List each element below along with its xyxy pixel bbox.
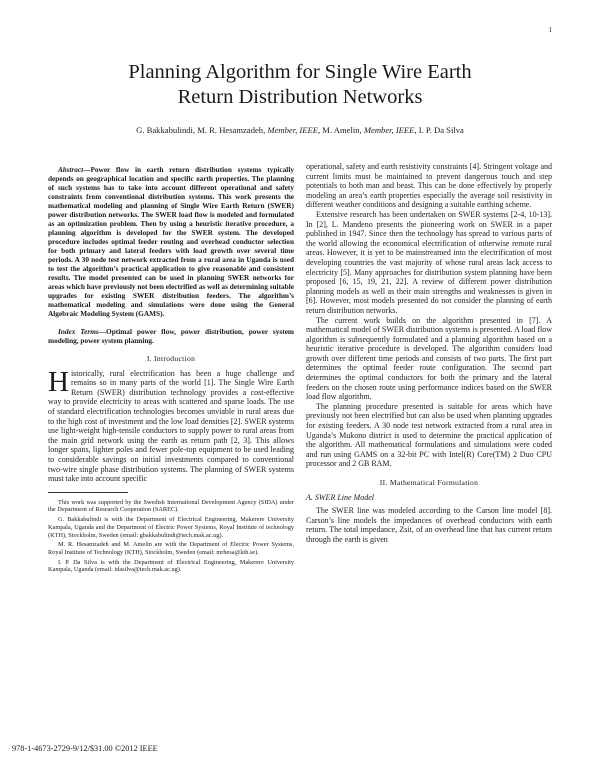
right-column — [306, 162, 552, 545]
subsection-heading-swer-line: A. SWER Line Model — [306, 492, 374, 502]
index-terms-label: Index Terms — [58, 327, 99, 336]
paragraph-prior-research: Extensive research has been undertaken on SWER systems [2-4, 10-13]. In [2], L. Mandeno presents the pioneering work on SWER in a paper published in 1947. Since then the technology has spread to various parts of the world allowing the economical electrification of otherwise remote rural areas. However, it is yet to be mainstreamed into the electrification of most developing countries the vast majority of whose rural areas lack access to electricity [5]. Many approaches for distribution system planning have been proposed [6, 15, 19, 21, 22]. A review of different power distribution planning models as well as their main strengths and weaknesses is given in [6]. However, most models presented do not consider the planning of earth return distribution networks. — [306, 209, 552, 315]
intro-paragraph — [48, 365, 294, 484]
footnote-divider — [48, 492, 128, 493]
footnote-funding: This work was supported by the Swedish International Development Agency (SIDA) under the Department of Research Cooperation (SAREC). — [48, 498, 294, 514]
left-column — [48, 165, 294, 576]
title-line-1: Planning Algorithm for Single Wire Earth — [128, 61, 472, 83]
footnote-author-2-3: M. R. Hesamzadeh and M. Amelin are with the Department of Electric Power Systems, Royal Institute of Technology (KTH), Stockholm, Sweden (email: mrhesa@kth.se). — [48, 541, 294, 556]
section-heading-introduction: I. Introduction — [146, 354, 196, 363]
author-1-role: Member, IEEE — [267, 125, 318, 135]
paragraph-current-work: The current work builds on the algorithm presented in [7]. A mathematical model of SWER distribution systems is presented. A load flow algorithm is subsequently formulated and a planning algorithm based on a heuristic iterative procedure is developed. The algorithm considers load growth over different time periods and consists of two parts. The first part determines the optimal feeder route configuration. The second part determines the optimal conductors for both the primary and the lateral feeders on the chosen route using performance indices based on the SWER load flow algorithm. — [306, 315, 552, 402]
paper-title — [40, 60, 560, 110]
isbn-footer: 978-1-4673-2729-9/12/$31.00 ©2012 IEEE — [12, 744, 158, 753]
footnote-author-1: G. Bakkabulindi is with the Department of Electrical Engineering, Makerere University Kampala, Uganda and the Department of Electric Power Systems, Royal Institute of technology (KTH), Stockholm, Sweden (email: gbakkabulindi@tech.mak.ac.ug). — [48, 516, 294, 539]
index-terms-text: —Optimal power flow, power distribution, power system modeling, power system planning. — [48, 327, 295, 345]
title-line-2: Return Distribution Networks — [177, 86, 423, 108]
index-terms — [48, 327, 294, 345]
author-2-role: Member, IEEE — [363, 125, 415, 135]
drop-cap: H — [48, 365, 69, 398]
author-3: , I. P. Da Silva — [414, 125, 464, 135]
abstract — [48, 165, 294, 318]
intro-paragraph-text: istorically, rural electrification has been a huge challenge and remains so in many parts of the world [1]. The Single Wire Earth Return (SWER) distribution technology provides a cost-effective way to provide electricity to areas with scattered and sparse loads. The use of standard electrification technologies becomes unviable in rural areas due to the high cost of investment and the low load densities [2]. SWER systems use light-weight high-tensile conductors to supply power to rural areas from the main grid network using the earth as return path [2, 3]. This allows longer spans, lighter poles and fewer pole-top equipment to be used leading to considerable savings on initial investments compared to conventional two-wire single phase distribution systems. The planning of SWER systems must take into account specific — [48, 368, 294, 484]
author-2: , M. Amelin, — [318, 125, 362, 135]
section-heading-formulation: II. Mathematical Formulation — [379, 478, 479, 487]
paragraph-constraints: operational, safety and earth resistivity constraints [4]. Stringent voltage and current limits must be maintained to prevent dangerous touch and step potentials to both man and beast. This can be done effectively by properly modeling an area’s earth properties especially the average soil resistivity in different weather conditions and designing a suitable earthing scheme. — [306, 162, 552, 210]
author-list — [40, 125, 560, 135]
footnote-author-4: I. P. Da Silva is with the Department of Electrical Engineering, Makerere University Kampala, Uganda (email: idasilva@tech.mak.ac.ug). — [48, 558, 294, 574]
abstract-label: Abstract — [58, 165, 84, 174]
page-number: 1 — [548, 26, 552, 34]
paragraph-planning-procedure: The planning procedure presented is suitable for areas which have previously not been electrified but can also be used when planning upgrades for existing feeders. A 30 node test network extracted from a rural area in Uganda’s Mukono district is used to determine the practical application of the algorithm. All mathematical formulations and simulations were coded and run using GAMS on a 32-bit PC with Intel(R) Core(TM) 2 Duo CPU processor and 2 GB RAM. — [306, 401, 552, 469]
paragraph-line-model: The SWER line was modeled according to the Carson line model [8]. Carson’s line models the impedances of overhead conductors with earth return. The total impedance, Zsit, of an overhead line that has current return through the earth is given — [306, 506, 552, 544]
author-1: G. Bakkabulindi, M. R. Hesamzadeh, — [136, 125, 266, 135]
abstract-text: —Power flow in earth return distribution systems typically depends on geographical location and specific earth properties. The planning of such systems has to take into account different operational and safety constraints from conventional distribution systems. This work presents the mathematical modeling and planning of Single Wire Earth Return (SWER) power distribution networks. The SWER load flow is modeled and formulated as an optimization problem. Then by using a heuristic iterative procedure, a planning algorithm is developed for the SWER system. The developed procedure includes optimal feeder routing and overhead conductor selection for both primary and lateral feeders with load growth over several time periods. A 30 node test network extracted from a rural area in Uganda is used to test the algorithm’s practical application to give reasonable and consistent results. The model presented can be used in planning SWER networks for areas which have previously not been electrified as well as determining suitable upgrades for existing SWER distribution feeders. The algorithm’s mathematical modeling and simulations were done using the General Algebraic Modeling System (GAMS). — [48, 165, 294, 318]
